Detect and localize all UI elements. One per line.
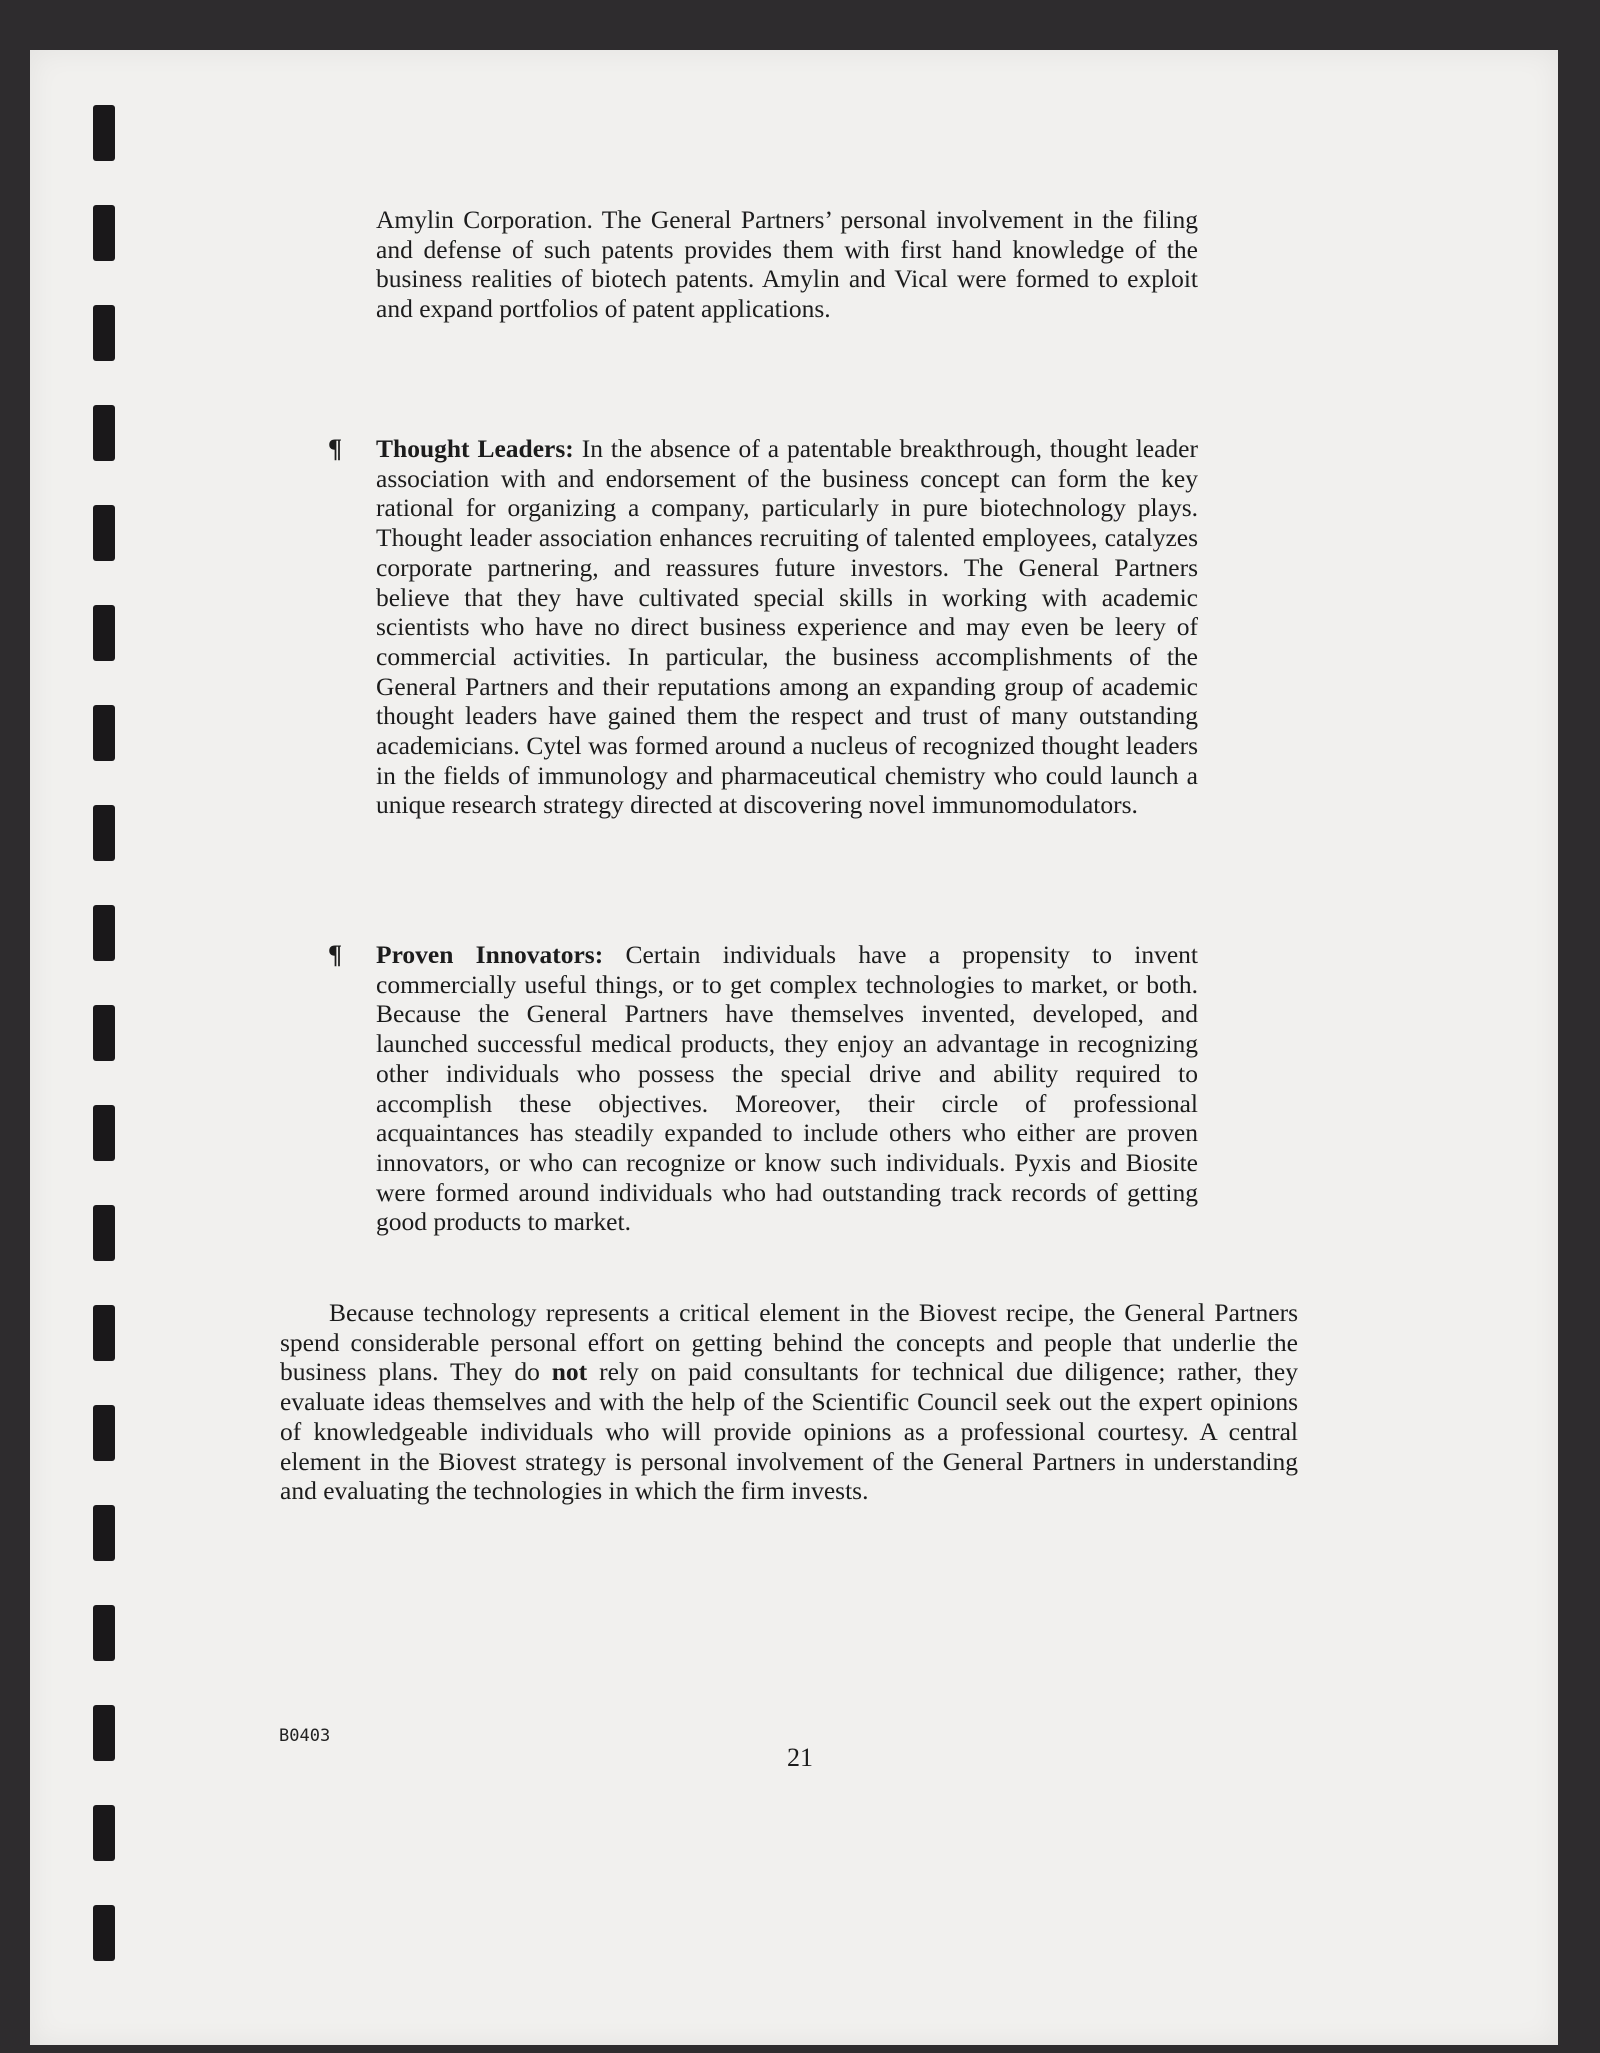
binding-hole (93, 905, 115, 961)
binding-hole (93, 1105, 115, 1161)
binding-hole (93, 1905, 115, 1961)
bullet-proven-innovators (328, 940, 1198, 1237)
binding-hole (93, 605, 115, 661)
binding-hole (93, 1705, 115, 1761)
binding-hole (93, 1005, 115, 1061)
emphasis-text: not (551, 1357, 588, 1387)
binding-hole (93, 1605, 115, 1661)
binding-hole (93, 105, 115, 161)
binding-hole (93, 1205, 115, 1261)
bullet-text: Certain individuals have a propensity to invent commercially useful things, or to get complex technologies to market, or both. Because the General Partners have themselves invented, developed, and launched successful medical products, they enjoy an advantage in recognizing other individuals who possess the special drive and ability required to accomplish these objectives. Moreover, their circle of professional acquaintances has steadily expanded to include others who either are proven innovators, or who can recognize or know such individuals. Pyxis and Biosite were formed around individuals who had outstanding track records of getting good products to market. (376, 940, 1198, 1237)
technology-paragraph (280, 1298, 1298, 1506)
document-code: B0403 (279, 1726, 331, 1746)
binding-hole (93, 1805, 115, 1861)
binding-hole (93, 1305, 115, 1361)
bullet-title: Thought Leaders: (376, 434, 574, 463)
page-number: 21 (787, 1743, 813, 1772)
binding-hole (93, 205, 115, 261)
paragraph-text: rely on paid consultants for technical due diligence; rather, they evaluate ideas themselves and with the help of the Scientific Council seek out the expert opinions of knowledgeable individuals who will provide opinions as a professional courtesy. A central element in the Biovest strategy is personal involvement of the General Partners in understanding and evaluating the technologies in which the firm invests. (280, 1357, 1299, 1506)
binding-hole (93, 805, 115, 861)
binding-holes (93, 50, 115, 2045)
paragraph-text: Because technology represents a critical element in the Biovest recipe, the General Partners spend considerable personal effort on getting behind the concepts and people that underlie the business plans. They do (280, 1298, 1298, 1387)
binding-hole (93, 405, 115, 461)
intro-paragraph: Amylin Corporation. The General Partners’ personal involvement in the filing and defense of such patents provides them with first hand knowledge of the business realities of biotech patents. Amylin and Vical were formed to exploit and expand portfolios of patent applications. (376, 205, 1198, 324)
binding-hole (93, 1405, 115, 1461)
binding-hole (93, 505, 115, 561)
binding-hole (93, 1505, 115, 1561)
bullet-title: Proven Innovators: (376, 940, 604, 969)
bullet-thought-leaders (328, 434, 1198, 820)
binding-hole (93, 305, 115, 361)
binding-hole (93, 705, 115, 761)
pilcrow-icon: ¶ (328, 940, 343, 969)
pilcrow-icon: ¶ (328, 434, 343, 463)
bullet-text: In the absence of a patentable breakthrough, thought leader association with and endorsement of the business concept can form the key rational for organizing a company, particularly in pure biotechnology plays. Thought leader association enhances recruiting of talented employees, catalyzes corporate partnering, and reassures future investors. The General Partners believe that they have cultivated special skills in working with academic scientists who have no direct business experience and may even be leery of commercial activities. In particular, the business accomplishments of the General Partners and their reputations among an expanding group of academic thought leaders have gained them the respect and trust of many outstanding academicians. Cytel was formed around a nucleus of recognized thought leaders in the fields of immunology and pharmaceutical chemistry who could launch a unique research strategy directed at discovering novel immunomodulators. (376, 434, 1198, 820)
